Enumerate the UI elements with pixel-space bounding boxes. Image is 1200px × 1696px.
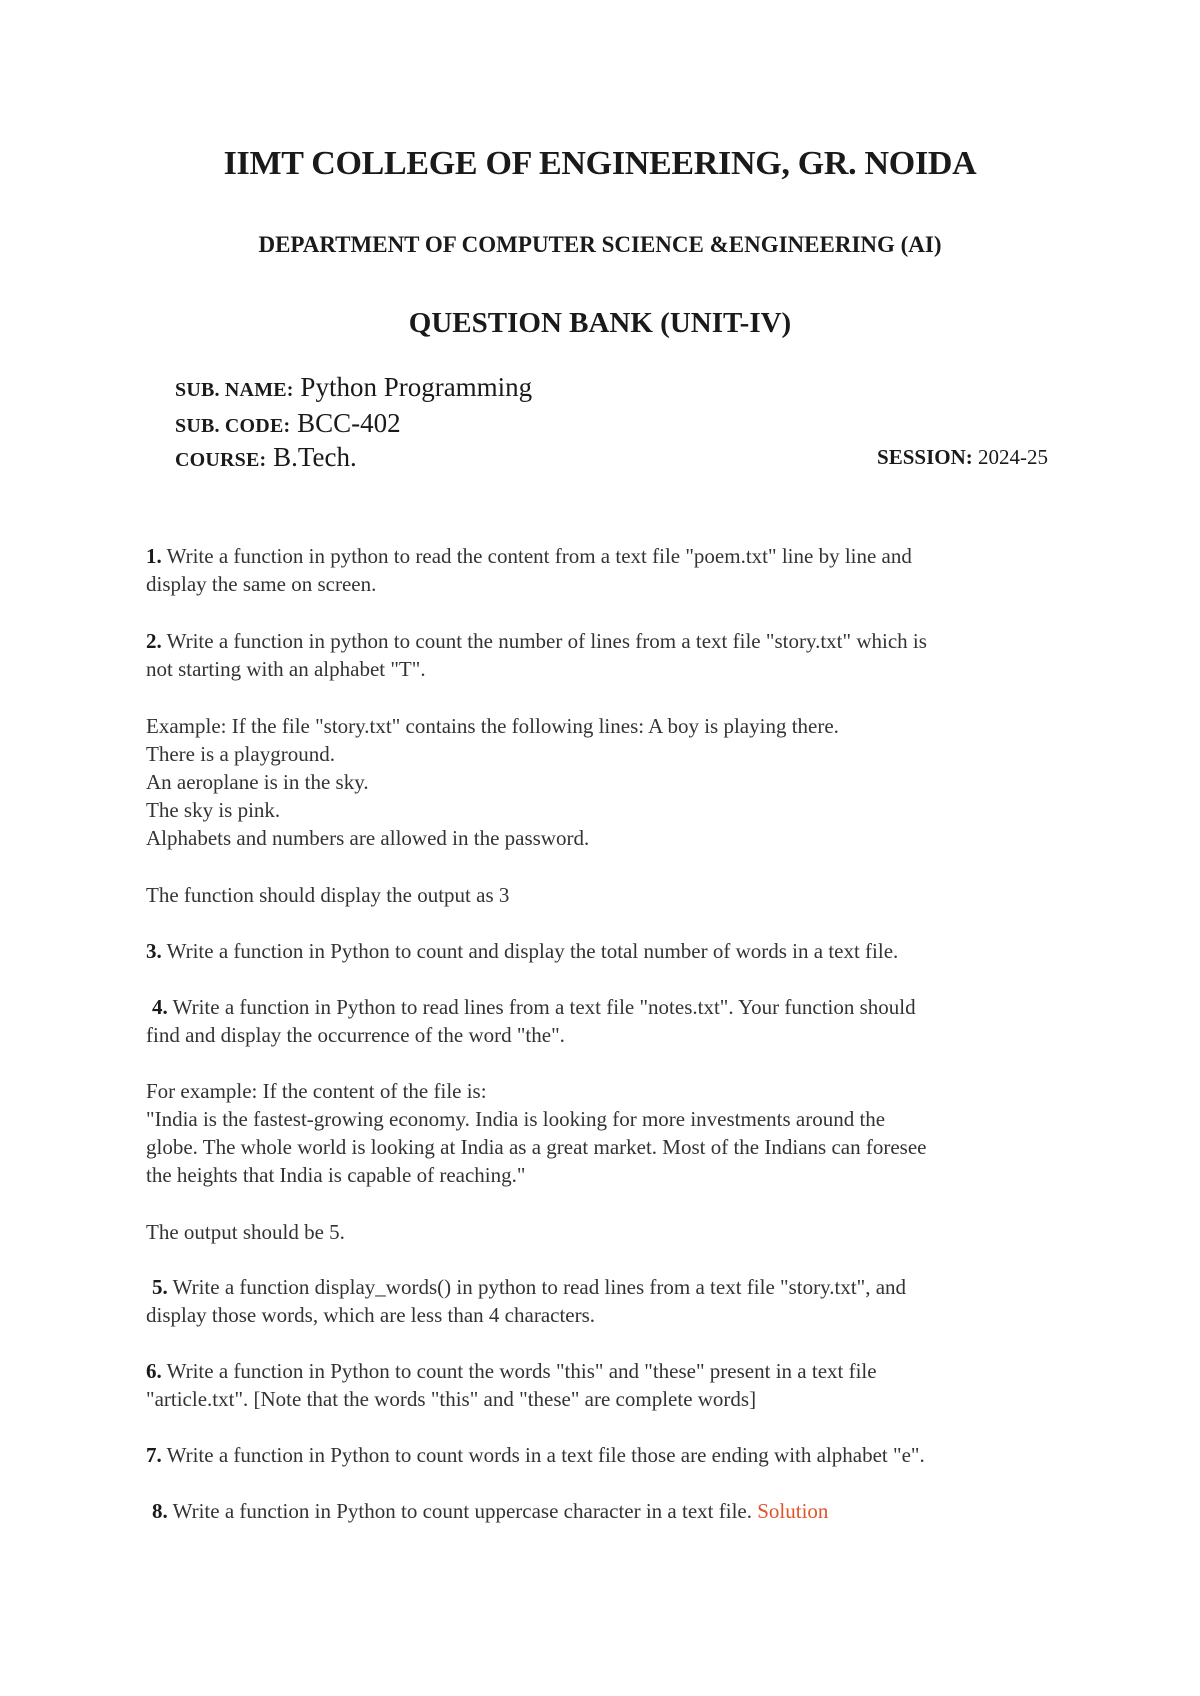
question-number: 3. xyxy=(146,939,162,963)
example-line: Alphabets and numbers are allowed in the password. xyxy=(146,826,590,850)
question-1 xyxy=(146,542,1061,598)
subject-code-value: BCC-402 xyxy=(297,408,401,438)
question-4-cont: find and display the occurrence of the word "the". xyxy=(146,1023,565,1047)
subject-name-value: Python Programming xyxy=(300,372,533,402)
session-row xyxy=(877,445,1048,470)
subject-name-row xyxy=(175,372,532,403)
subject-code-label: SUB. CODE: xyxy=(175,415,291,437)
question-2 xyxy=(146,627,1061,683)
question-text: Write a function in Python to count the words "this" and "these" present in a text file xyxy=(161,1359,877,1383)
example-line: The sky is pink. xyxy=(146,798,281,822)
question-5 xyxy=(152,1273,1067,1301)
question-4-example xyxy=(146,1077,1061,1189)
question-text: Write a function in python to count the number of lines from a text file "story.txt" which is xyxy=(161,629,927,653)
document-title: QUESTION BANK (UNIT-IV) xyxy=(408,307,792,339)
question-text: "article.txt". [Note that the words "this" and "these" are complete words] xyxy=(146,1387,757,1411)
example-line: globe. The whole world is looking at India as a great market. Most of the Indians can foresee xyxy=(146,1135,927,1159)
example-line: An aeroplane is in the sky. xyxy=(146,770,369,794)
question-number: 7. xyxy=(146,1443,162,1467)
question-text: Write a function in Python to read lines from a text file "notes.txt". Your function should xyxy=(167,995,916,1019)
college-title: IIMT COLLEGE OF ENGINEERING, GR. NOIDA xyxy=(223,145,977,182)
question-6 xyxy=(146,1357,1061,1413)
question-4-output: The output should be 5. xyxy=(146,1220,345,1244)
course-value: B.Tech. xyxy=(273,442,357,472)
question-7 xyxy=(146,1441,1061,1469)
subject-name-label: SUB. NAME: xyxy=(175,379,294,401)
session-label: SESSION: xyxy=(877,445,973,469)
question-number: 2. xyxy=(146,629,162,653)
example-line: There is a playground. xyxy=(146,742,335,766)
example-line: Example: If the file "story.txt" contains the following lines: A boy is playing there. xyxy=(146,714,839,738)
example-line: the heights that India is capable of reaching." xyxy=(146,1163,526,1187)
question-5-cont: display those words, which are less than 4 characters. xyxy=(146,1303,596,1327)
example-line: For example: If the content of the file is: xyxy=(146,1079,487,1103)
question-2-example xyxy=(146,712,1061,852)
question-2-output: The function should display the output as 3 xyxy=(146,883,510,907)
question-text: Write a function in python to read the content from a text file "poem.txt" line by line and xyxy=(161,544,912,568)
question-text: Write a function in Python to count words in a text file those are ending with alphabet "e". xyxy=(161,1443,925,1467)
example-line: "India is the fastest-growing economy. India is looking for more investments around the xyxy=(146,1107,886,1131)
question-text: not starting with an alphabet "T". xyxy=(146,657,426,681)
question-text: Write a function in Python to count uppercase character in a text file. xyxy=(167,1499,758,1523)
course-label: COURSE: xyxy=(175,449,267,471)
question-text: Write a function display_words() in python to read lines from a text file "story.txt", and xyxy=(167,1275,907,1299)
question-number: 8. xyxy=(152,1499,168,1523)
question-number: 1. xyxy=(146,544,162,568)
subject-code-row xyxy=(175,408,401,439)
solution-link[interactable]: Solution xyxy=(757,1499,829,1523)
session-value: 2024-25 xyxy=(978,445,1048,469)
question-number: 5. xyxy=(152,1275,168,1299)
course-row xyxy=(175,442,357,473)
question-8 xyxy=(152,1497,1067,1525)
question-text: display the same on screen. xyxy=(146,572,377,596)
question-3 xyxy=(146,937,1061,965)
question-4 xyxy=(152,993,1067,1021)
question-number: 6. xyxy=(146,1359,162,1383)
question-number: 4. xyxy=(152,995,168,1019)
department-title: DEPARTMENT OF COMPUTER SCIENCE &ENGINEERING (AI) xyxy=(258,232,942,257)
question-text: Write a function in Python to count and display the total number of words in a text file. xyxy=(161,939,899,963)
